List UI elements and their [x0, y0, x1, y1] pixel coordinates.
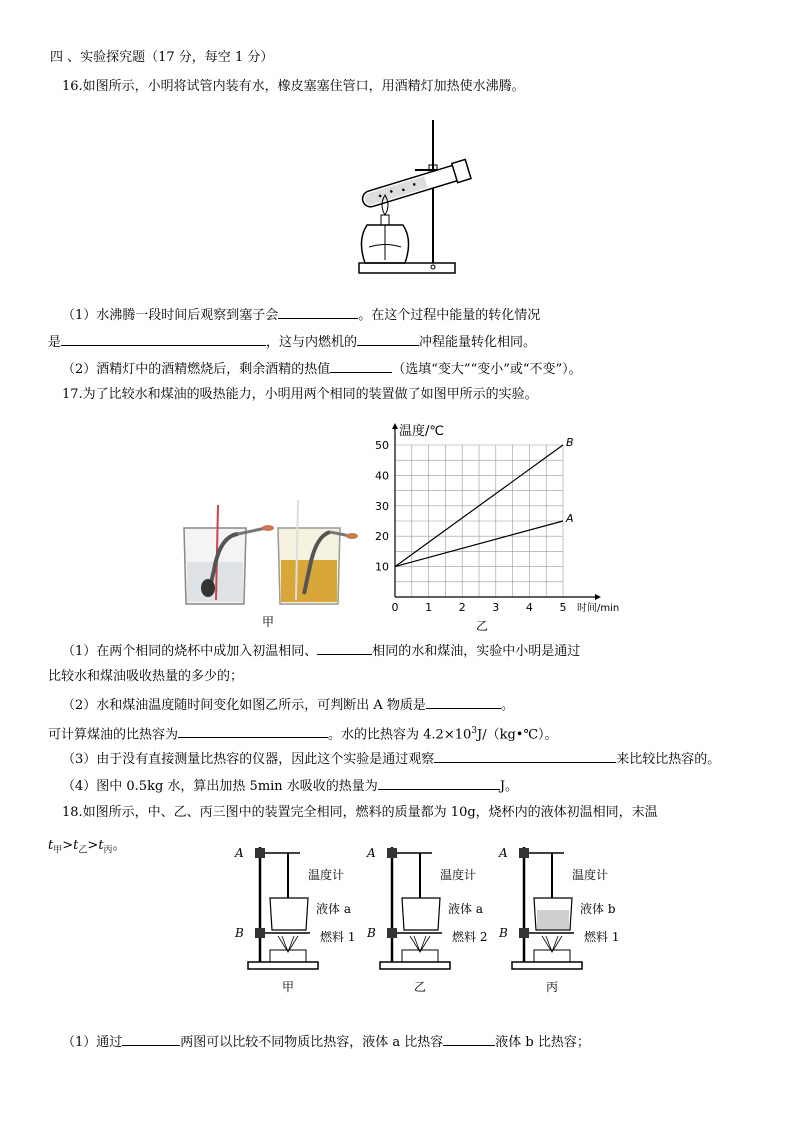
- q17-part3: （3）由于没有直接测量比热容的仪器，因此这个实验是通过观察 来比较比热容的。: [62, 752, 721, 767]
- q17-part2-line1: （2）水和煤油温度随时间变化如图乙所示，可判断出 A 物质是 。: [62, 698, 514, 713]
- q16-stem: 16.如图所示，小明将试管内装有水，橡皮塞塞住管口，用酒精灯加热使水沸腾。: [62, 79, 525, 94]
- q17-fig-yi-caption: 乙: [476, 619, 489, 633]
- q18-apparatus-1: [362, 842, 492, 992]
- fig-caption: 丙: [546, 980, 559, 994]
- y-tick-label: 50: [375, 439, 389, 452]
- q16-blank-1[interactable]: [278, 306, 358, 319]
- q18-temperature-condition: $t_甲>t_乙>t_丙$。: [48, 838, 126, 856]
- q17-blank-3[interactable]: [178, 725, 328, 738]
- y-axis-arrow: [392, 423, 398, 429]
- q17-beakers-photo: [178, 500, 358, 612]
- y-tick-label: 20: [375, 530, 389, 544]
- q18-stem: 18.如图所示，中、乙、丙三图中的装置完全相同，燃料的质量都为 10g，烧杯内的液体初温相同，末温: [62, 805, 658, 820]
- q18-part1: （1）通过 两图可以比较不同物质比热容，液体 a 比热容 液体 b 比热容；: [62, 1035, 590, 1050]
- label-b: B: [235, 926, 244, 940]
- liquid-label: 液体 b: [580, 902, 616, 916]
- y-axis-label: 温度/℃: [399, 424, 444, 439]
- liquid-label: 液体 a: [316, 902, 351, 916]
- q16-part2: （2）酒精灯中的酒精燃烧后，剩余酒精的热值 （选填“变大”“变小”或“不变”）。: [62, 362, 582, 377]
- q17-part2-line2: 可计算煤油的比热容为 。水的比热容为 $4.2\times 10^3J/(kg•℃)$。: [48, 726, 558, 743]
- q18-blank-2[interactable]: [443, 1033, 495, 1046]
- x-axis-arrow: [595, 594, 601, 600]
- y-tick-label: 10: [375, 560, 389, 574]
- x-tick-label: 3: [492, 601, 500, 614]
- x-tick-label: 0: [391, 601, 399, 614]
- q17-blank-2[interactable]: [426, 696, 501, 709]
- q16-part1-line1: （1）水沸腾一段时间后观察到塞子会 。在这个过程中能量的转化情况: [62, 308, 541, 323]
- q17-part1-line2: 比较水和煤油吸收热量的多少的；: [48, 669, 244, 684]
- series-label-A: A: [566, 512, 574, 525]
- q18-apparatus-0: [230, 842, 360, 992]
- fuel-label: 燃料 2: [452, 930, 488, 944]
- section-title: 四 、实验探究题（17 分，每空 1 分）: [50, 50, 274, 65]
- q17-blank-4[interactable]: [434, 750, 616, 763]
- q17-stem: 17.为了比较水和煤油的吸热能力，小明用两个相同的装置做了如图甲所示的实验。: [62, 387, 538, 402]
- q17-part4: （4）图中 0.5kg 水，算出加热 5min 水吸收的热量为 J。: [62, 779, 519, 794]
- x-axis-label: 时间/min: [577, 603, 620, 614]
- y-tick-label: 40: [375, 469, 389, 483]
- y-tick-label: 30: [375, 499, 389, 513]
- label-b: B: [367, 926, 376, 940]
- q17-part1-line1: （1）在两个相同的烧杯中成加入初温相同、 相同的水和煤油，实验中小明是通过: [62, 644, 581, 659]
- thermometer-label: 温度计: [308, 868, 345, 882]
- x-tick-label: 2: [458, 601, 466, 614]
- label-a: A: [367, 846, 376, 860]
- liquid-label: 液体 a: [448, 902, 483, 916]
- q17-temperature-chart: [365, 415, 630, 615]
- thermometer-label: 温度计: [572, 868, 609, 882]
- fig-caption: 乙: [414, 980, 427, 994]
- x-tick-label: 1: [425, 601, 433, 614]
- fig-caption: 甲: [282, 980, 295, 994]
- q17-blank-1[interactable]: [317, 642, 372, 655]
- x-tick-label: 5: [559, 601, 567, 614]
- q16-blank-3[interactable]: [357, 333, 419, 346]
- q18-apparatus-2: [494, 842, 624, 992]
- label-a: A: [235, 846, 244, 860]
- fuel-label: 燃料 1: [584, 930, 620, 944]
- thermometer-label: 温度计: [440, 868, 477, 882]
- series-label-B: B: [566, 436, 574, 449]
- q16-part1-line2: 是 ，这与内燃机的 冲程能量转化相同。: [48, 335, 537, 350]
- q17-blank-5[interactable]: [378, 777, 500, 790]
- q16-blank-2[interactable]: [61, 333, 266, 346]
- label-a: A: [499, 846, 508, 860]
- label-b: B: [499, 926, 508, 940]
- q16-apparatus-figure: [355, 115, 475, 280]
- q16-blank-4[interactable]: [330, 360, 392, 373]
- x-tick-label: 4: [525, 601, 533, 614]
- q17-fig-jia-caption: 甲: [262, 615, 275, 629]
- q18-blank-1[interactable]: [122, 1033, 180, 1046]
- fuel-label: 燃料 1: [320, 930, 356, 944]
